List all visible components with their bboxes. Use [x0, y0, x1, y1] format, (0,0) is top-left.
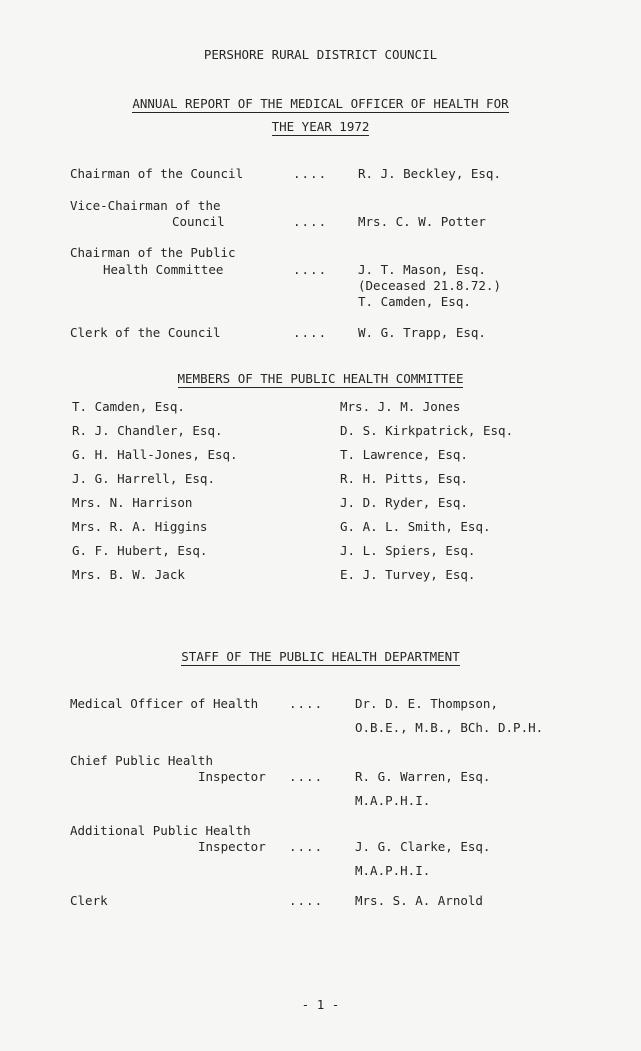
report-title-line1: ANNUAL REPORT OF THE MEDICAL OFFICER OF HEALTH FOR [132, 96, 509, 111]
vice-chairman-value: Mrs. C. W. Potter [358, 214, 486, 229]
committee-member: Mrs. J. M. Jones [340, 399, 461, 414]
leader-dots: .... [289, 893, 324, 908]
aphi-label-1: Additional Public Health [70, 823, 251, 838]
health-chair-label-2: Health Committee [103, 262, 224, 277]
health-chair-value-1: J. T. Mason, Esq. [358, 262, 486, 277]
cphi-label-2: Inspector [198, 769, 266, 784]
cphi-value-1: R. G. Warren, Esq. [355, 769, 491, 784]
committee-member: D. S. Kirkpatrick, Esq. [340, 423, 514, 438]
vice-chairman-label-1: Vice-Chairman of the [70, 198, 221, 213]
moh-label: Medical Officer of Health [70, 696, 259, 711]
committee-member: T. Camden, Esq. [72, 399, 185, 414]
committee-member: G. A. L. Smith, Esq. [340, 519, 491, 534]
committee-member: R. H. Pitts, Esq. [340, 471, 468, 486]
leader-dots: .... [293, 262, 328, 277]
council-name: PERSHORE RURAL DISTRICT COUNCIL [203, 47, 438, 62]
health-chair-value-2: (Deceased 21.8.72.) [358, 278, 501, 293]
committee-member: Mrs. N. Harrison [72, 495, 193, 510]
aphi-value-2: M.A.P.H.I. [355, 863, 431, 878]
committee-member: R. J. Chandler, Esq. [72, 423, 223, 438]
health-chair-label-1: Chairman of the Public [70, 245, 236, 260]
committee-member: E. J. Turvey, Esq. [340, 567, 476, 582]
page-number: - 1 - [301, 997, 340, 1012]
leader-dots: .... [289, 839, 324, 854]
clerk-label: Clerk of the Council [70, 325, 221, 340]
committee-member: Mrs. B. W. Jack [72, 567, 185, 582]
committee-member: G. H. Hall-Jones, Esq. [72, 447, 238, 462]
health-chair-value-3: T. Camden, Esq. [358, 294, 471, 309]
aphi-label-2: Inspector [198, 839, 266, 854]
moh-value-2: O.B.E., M.B., BCh. D.P.H. [355, 720, 544, 735]
vice-chairman-label-2: Council [172, 214, 225, 229]
staff-clerk-label: Clerk [70, 893, 108, 908]
committee-member: T. Lawrence, Esq. [340, 447, 468, 462]
committee-member: J. L. Spiers, Esq. [340, 543, 476, 558]
committee-member: G. F. Hubert, Esq. [72, 543, 208, 558]
committee-member: J. D. Ryder, Esq. [340, 495, 468, 510]
leader-dots: .... [289, 769, 324, 784]
leader-dots: .... [293, 166, 328, 181]
committee-heading: MEMBERS OF THE PUBLIC HEALTH COMMITTEE [177, 371, 464, 386]
committee-member: J. G. Harrell, Esq. [72, 471, 215, 486]
clerk-value: W. G. Trapp, Esq. [358, 325, 486, 340]
leader-dots: .... [293, 214, 328, 229]
cphi-label-1: Chief Public Health [70, 753, 213, 768]
staff-clerk-value: Mrs. S. A. Arnold [355, 893, 483, 908]
moh-value-1: Dr. D. E. Thompson, [355, 696, 498, 711]
staff-heading: STAFF OF THE PUBLIC HEALTH DEPARTMENT [181, 649, 460, 664]
report-title-line2: THE YEAR 1972 [271, 119, 370, 134]
leader-dots: .... [293, 325, 328, 340]
chairman-label: Chairman of the Council [70, 166, 244, 181]
cphi-value-2: M.A.P.H.I. [355, 793, 431, 808]
chairman-value: R. J. Beckley, Esq. [358, 166, 501, 181]
aphi-value-1: J. G. Clarke, Esq. [355, 839, 491, 854]
leader-dots: .... [289, 696, 324, 711]
committee-member: Mrs. R. A. Higgins [72, 519, 208, 534]
